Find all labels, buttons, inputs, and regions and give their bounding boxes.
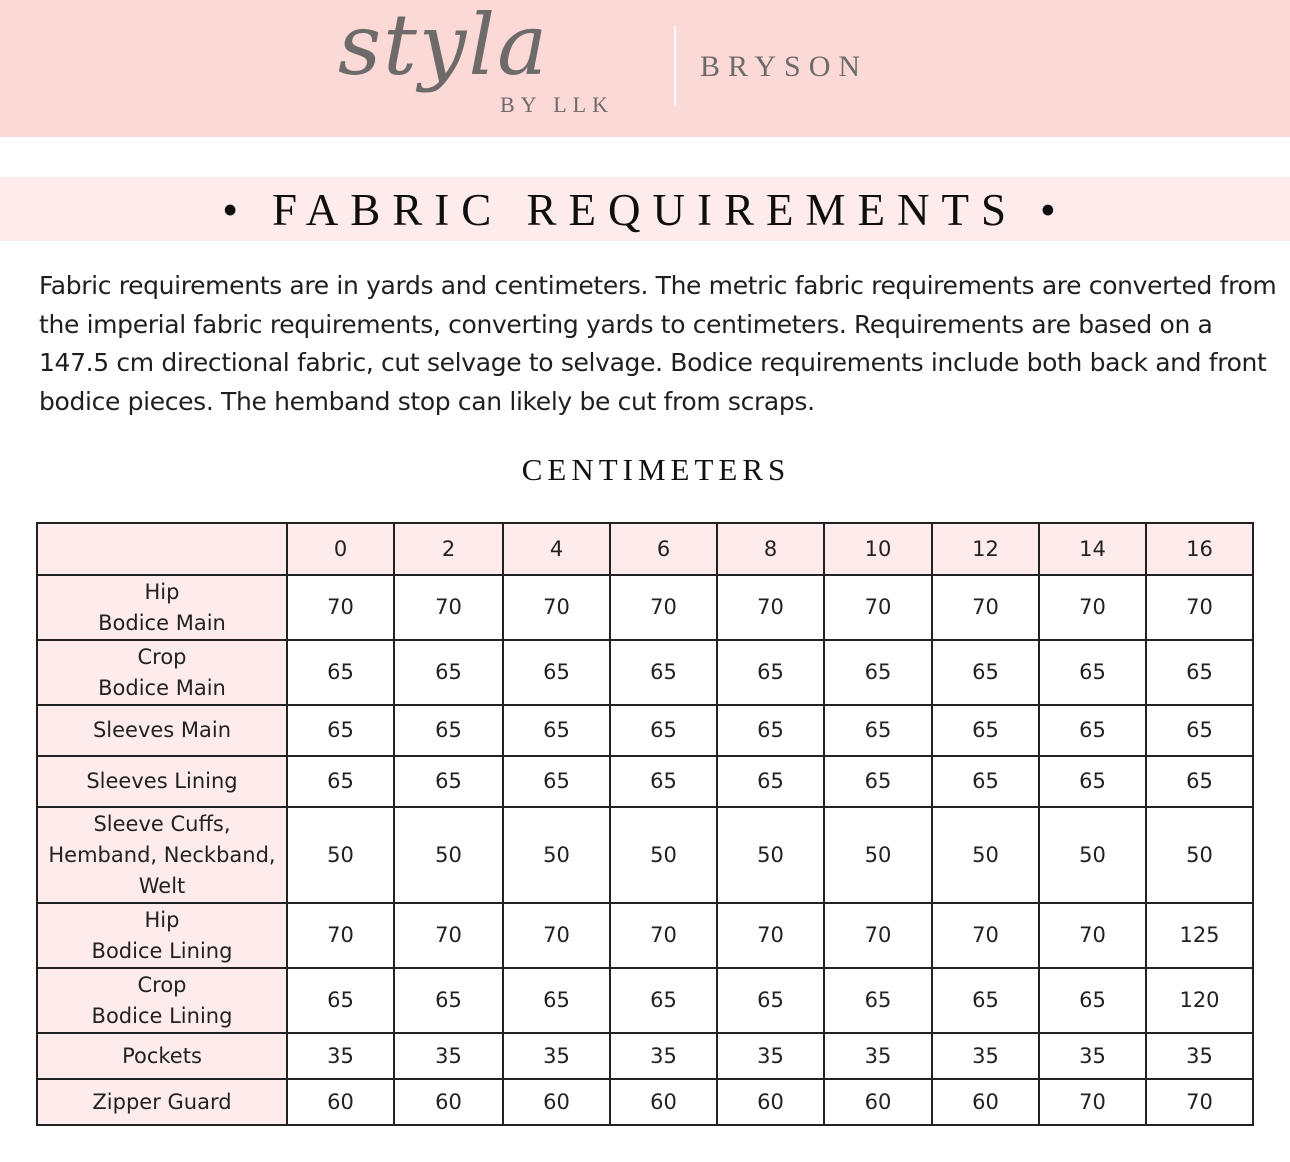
row-label-line: Bodice Main (98, 675, 226, 700)
title-bullet-left: • (222, 185, 251, 235)
value-cell: 65 (1039, 756, 1146, 807)
value-cell: 70 (717, 903, 824, 968)
size-header-cell: 10 (824, 523, 932, 575)
value-cell: 65 (503, 756, 610, 807)
value-cell: 70 (824, 575, 932, 640)
row-label-cell (37, 575, 287, 640)
value-cell: 65 (394, 968, 503, 1033)
value-cell: 35 (287, 1033, 394, 1079)
value-cell: 60 (932, 1079, 1039, 1125)
value-cell: 65 (394, 705, 503, 756)
table-row (37, 903, 1253, 968)
value-cell: 65 (932, 640, 1039, 705)
value-cell: 65 (1146, 640, 1253, 705)
table-row (37, 1079, 1253, 1125)
header-banner (0, 0, 1290, 137)
value-cell: 65 (287, 968, 394, 1033)
row-label-line: Zipper Guard (92, 1089, 232, 1114)
row-label-line: Sleeve Cuffs, (93, 811, 231, 836)
row-label-line: Sleeves Lining (86, 769, 238, 793)
title-bullet-right: • (1039, 185, 1068, 235)
row-label-line: Crop (137, 644, 187, 669)
value-cell: 50 (824, 807, 932, 903)
value-cell: 50 (1146, 807, 1253, 903)
value-cell: 70 (287, 575, 394, 640)
table-row (37, 756, 1253, 807)
value-cell: 70 (1146, 575, 1253, 640)
row-label-line: Hip (144, 579, 180, 604)
value-cell: 60 (503, 1079, 610, 1125)
row-label-cell (37, 640, 287, 705)
styla-logo (330, 0, 660, 134)
page-title (0, 177, 1290, 241)
value-cell: 70 (824, 903, 932, 968)
value-cell: 65 (394, 756, 503, 807)
value-cell: 50 (717, 807, 824, 903)
value-cell: 65 (287, 756, 394, 807)
value-cell: 70 (717, 575, 824, 640)
value-cell: 65 (287, 705, 394, 756)
row-label-cell (37, 1033, 287, 1079)
table-row (37, 575, 1253, 640)
value-cell: 50 (394, 807, 503, 903)
value-cell: 120 (1146, 968, 1253, 1033)
row-label-cell (37, 1079, 287, 1125)
value-cell: 60 (824, 1079, 932, 1125)
value-cell: 70 (503, 575, 610, 640)
table-row (37, 968, 1253, 1033)
size-header-cell: 4 (503, 523, 610, 575)
value-cell: 65 (1039, 640, 1146, 705)
row-label-line: Bodice Main (98, 610, 226, 635)
size-header-cell: 12 (932, 523, 1039, 575)
fabric-requirements-table (36, 522, 1254, 1126)
value-cell: 70 (394, 903, 503, 968)
value-cell: 35 (503, 1033, 610, 1079)
value-cell: 35 (932, 1033, 1039, 1079)
value-cell: 65 (824, 705, 932, 756)
intro-paragraph: Fabric requirements are in yards and centimeters. The metric fabric requirements are converted from the imperial fabric requirements, converting yards to centimeters. Requirements are based on a 147.5 cm directional fabric, cut selvage to selvage. Bodice requirements include both back and front bodice pieces. The hemband stop can likely be cut from scraps. (39, 271, 1277, 416)
value-cell: 65 (717, 640, 824, 705)
value-cell: 60 (717, 1079, 824, 1125)
value-cell: 65 (717, 756, 824, 807)
row-label-line: Hip (144, 907, 180, 932)
table-row (37, 1033, 1253, 1079)
brand-name: BRYSON (700, 50, 869, 83)
size-header-cell: 2 (394, 523, 503, 575)
row-label-line: Welt (138, 873, 186, 898)
value-cell: 65 (932, 968, 1039, 1033)
row-label-cell (37, 903, 287, 968)
row-label-line: Crop (137, 972, 187, 997)
size-header-cell: 14 (1039, 523, 1146, 575)
value-cell: 70 (394, 575, 503, 640)
table-row (37, 640, 1253, 705)
row-label-cell (37, 705, 287, 756)
value-cell: 65 (610, 640, 717, 705)
value-cell: 70 (1039, 575, 1146, 640)
value-cell: 35 (394, 1033, 503, 1079)
value-cell: 70 (610, 575, 717, 640)
logo-subtitle: BY LLK (500, 92, 615, 117)
value-cell: 65 (824, 756, 932, 807)
title-text: FABRIC REQUIREMENTS (272, 185, 1018, 235)
value-cell: 50 (1039, 807, 1146, 903)
value-cell: 70 (932, 575, 1039, 640)
value-cell: 65 (1146, 756, 1253, 807)
table-corner-cell (37, 523, 287, 575)
value-cell: 70 (287, 903, 394, 968)
value-cell: 65 (610, 705, 717, 756)
value-cell: 65 (503, 968, 610, 1033)
value-cell: 70 (932, 903, 1039, 968)
value-cell: 65 (717, 968, 824, 1033)
value-cell: 35 (610, 1033, 717, 1079)
value-cell: 70 (1039, 903, 1146, 968)
value-cell: 35 (1146, 1033, 1253, 1079)
row-label-line: Sleeves Main (92, 718, 232, 742)
logo-script-text: styla (338, 0, 550, 94)
value-cell: 65 (824, 640, 932, 705)
row-label-cell (37, 756, 287, 807)
size-header-cell: 16 (1146, 523, 1253, 575)
value-cell: 70 (1146, 1079, 1253, 1125)
value-cell: 65 (610, 968, 717, 1033)
value-cell: 65 (932, 705, 1039, 756)
row-label-line: Bodice Lining (91, 1003, 233, 1028)
row-label-line: Hemband, Neckband, (48, 842, 276, 867)
value-cell: 50 (503, 807, 610, 903)
value-cell: 125 (1146, 903, 1253, 968)
value-cell: 50 (932, 807, 1039, 903)
row-label-line: Pockets (122, 1043, 202, 1068)
size-header-cell: 6 (610, 523, 717, 575)
value-cell: 35 (824, 1033, 932, 1079)
value-cell: 50 (610, 807, 717, 903)
value-cell: 70 (610, 903, 717, 968)
table-caption: CENTIMETERS (521, 452, 791, 487)
value-cell: 35 (1039, 1033, 1146, 1079)
size-header-cell: 8 (717, 523, 824, 575)
value-cell: 60 (394, 1079, 503, 1125)
table-row (37, 705, 1253, 756)
value-cell: 65 (932, 756, 1039, 807)
row-label-cell (37, 807, 287, 903)
value-cell: 35 (717, 1033, 824, 1079)
value-cell: 65 (503, 705, 610, 756)
row-label-cell (37, 968, 287, 1033)
row-label-line: Bodice Lining (91, 938, 233, 963)
value-cell: 60 (610, 1079, 717, 1125)
size-header-cell: 0 (287, 523, 394, 575)
table-header-row (37, 523, 1253, 575)
value-cell: 65 (394, 640, 503, 705)
value-cell: 65 (824, 968, 932, 1033)
header-divider (674, 26, 676, 106)
value-cell: 65 (503, 640, 610, 705)
value-cell: 65 (1039, 705, 1146, 756)
value-cell: 65 (610, 756, 717, 807)
value-cell: 65 (1146, 705, 1253, 756)
value-cell: 60 (287, 1079, 394, 1125)
value-cell: 65 (287, 640, 394, 705)
value-cell: 70 (503, 903, 610, 968)
value-cell: 70 (1039, 1079, 1146, 1125)
value-cell: 50 (287, 807, 394, 903)
table-row (37, 807, 1253, 903)
value-cell: 65 (1039, 968, 1146, 1033)
value-cell: 65 (717, 705, 824, 756)
